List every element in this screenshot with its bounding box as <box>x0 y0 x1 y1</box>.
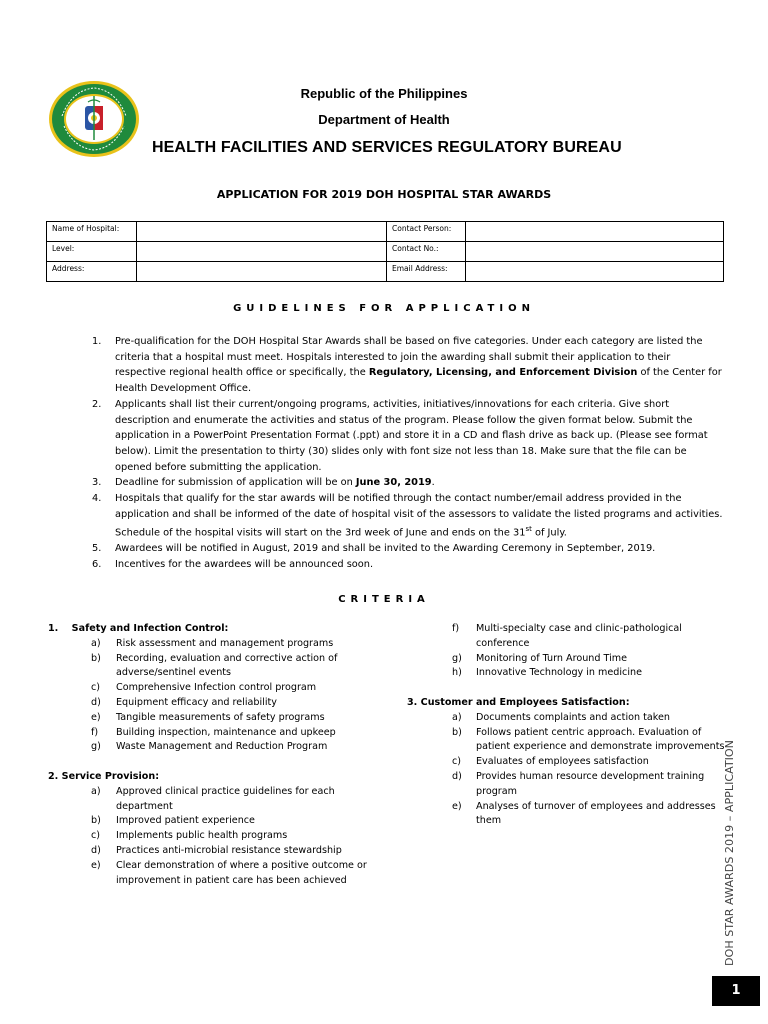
guideline-text: Awardees will be notified in August, 2019 and shall be invited to the Awarding Ceremony in September, 2019. <box>115 543 656 555</box>
category-service-continued-list <box>405 622 725 681</box>
criteria-left-column <box>46 622 376 888</box>
criteria-item-text: Risk assessment and management programs <box>116 637 334 649</box>
category-safety-list <box>46 637 376 755</box>
criteria-item-letter: c) <box>91 830 101 842</box>
criteria-item <box>46 814 376 829</box>
criteria-item <box>46 652 376 682</box>
side-footer-text: DOH STAR AWARDS 2019 – APPLICATION <box>724 752 736 966</box>
criteria-item-text: Implements public health programs <box>116 830 288 842</box>
application-title: APPLICATION FOR 2019 DOH HOSPITAL STAR AWARDS <box>216 188 552 201</box>
header-bureau: HEALTH FACILITIES AND SERVICES REGULATORY BUREAU <box>152 139 622 156</box>
criteria-item-text: Monitoring of Turn Around Time <box>476 652 627 664</box>
criteria-item-letter: e) <box>452 800 462 812</box>
deadline-date: June 30, 2019 <box>355 477 432 489</box>
criteria-item-letter: h) <box>452 667 462 679</box>
guideline-number: 3. <box>92 477 102 489</box>
contact-no-field[interactable] <box>466 242 724 262</box>
criteria-item-letter: g) <box>91 741 101 753</box>
level-label: Level: <box>47 242 137 262</box>
criteria-item <box>405 711 725 726</box>
form-row <box>47 262 724 282</box>
criteria-item <box>405 652 725 667</box>
criteria-item-letter: c) <box>91 682 101 694</box>
criteria-item <box>405 800 725 830</box>
criteria-item <box>405 770 725 800</box>
criteria-item <box>46 844 376 859</box>
criteria-item-text: Clear demonstration of where a positive outcome or improvement in patient care has been achieved <box>116 859 367 886</box>
criteria-item-letter: e) <box>91 859 101 871</box>
guideline-number: 1. <box>92 336 102 347</box>
guideline-item <box>90 475 724 491</box>
criteria-item-text: Multi-specialty case and clinic-pathological conference <box>476 623 682 649</box>
guideline-number: 4. <box>92 493 102 505</box>
side-footer-label <box>716 740 740 968</box>
criteria-heading: CRITERIA <box>338 594 430 605</box>
criteria-item-letter: e) <box>91 711 101 723</box>
criteria-item-text: Innovative Technology in medicine <box>476 667 642 679</box>
guideline-item <box>90 541 724 557</box>
guideline-text-end: of the Center for Health Development Office. <box>115 367 722 395</box>
guidelines-list <box>90 334 724 573</box>
contact-person-label: Contact Person: <box>387 222 466 242</box>
category-safety-title: 1. Safety and Infection Control: <box>48 623 229 634</box>
guideline-text: Pre-qualification for the DOH Hospital Star Awards shall be based on five categories. Under each category are listed the criteria that a hospital must meet. Hospitals interested to join the awarding shall submit their application to their respective regional health office or specifically, the <box>115 336 703 379</box>
name-of-hospital-field[interactable] <box>137 222 387 242</box>
criteria-item <box>46 829 376 844</box>
criteria-item-letter: f) <box>91 726 99 738</box>
criteria-item-letter: c) <box>452 756 462 768</box>
ordinal-suffix: st <box>525 525 532 534</box>
criteria-item-text: Provides human resource development training program <box>476 770 705 797</box>
guideline-number: 6. <box>92 559 102 571</box>
criteria-item <box>46 681 376 696</box>
criteria-item <box>46 696 376 711</box>
criteria-item-text: Analyses of turnover of employees and addresses them <box>476 800 716 827</box>
criteria-item <box>46 637 376 652</box>
criteria-item-letter: g) <box>452 652 462 664</box>
criteria-item-letter: d) <box>452 770 462 782</box>
criteria-item-letter: f) <box>452 623 460 634</box>
criteria-right-column <box>405 622 725 829</box>
criteria-item-text: Documents complaints and action taken <box>476 711 670 723</box>
criteria-item-letter: a) <box>91 637 101 649</box>
criteria-item-letter: b) <box>91 652 101 664</box>
criteria-item <box>46 785 376 815</box>
email-address-field[interactable] <box>466 262 724 282</box>
guideline-text: Hospitals that qualify for the star awards will be notified through the contact number/email address provided in the application and shall be informed of the date of hospital visit of the assessors to validate the listed programs and activities. Schedule of the hospital visits will start on the 3rd week of June and ends on the 31 <box>115 493 723 539</box>
address-field[interactable] <box>137 262 387 282</box>
criteria-item-text: Waste Management and Reduction Program <box>116 741 328 753</box>
category-service-title: 2. Service Provision: <box>48 770 160 782</box>
contact-no-label: Contact No.: <box>387 242 466 262</box>
criteria-item-text: Follows patient centric approach. Evaluation of patient experience and demonstrate improvements <box>476 726 725 753</box>
criteria-item-text: Comprehensive Infection control program <box>116 682 317 694</box>
guideline-item <box>90 557 724 573</box>
criteria-item-letter: d) <box>91 696 101 708</box>
category-service-list <box>46 785 376 889</box>
criteria-item <box>46 711 376 726</box>
criteria-item-letter: d) <box>91 844 101 856</box>
criteria-item-text: Equipment efficacy and reliability <box>116 696 277 708</box>
level-field[interactable] <box>137 242 387 262</box>
criteria-item-letter: b) <box>452 726 462 738</box>
guideline-text-end: of July. <box>531 527 567 539</box>
guideline-text-end: . <box>431 477 435 489</box>
criteria-item-letter: b) <box>91 815 101 827</box>
guideline-item <box>90 334 724 397</box>
criteria-item-text: Evaluates of employees satisfaction <box>476 756 649 768</box>
guideline-item <box>90 491 724 541</box>
guideline-text: Applicants shall list their current/ongoing programs, activities, initiatives/innovations for each criteria. Give short description and enumerate the activities and status of the program. Please follow the given format below. Submit the application in a PowerPoint Presentation Format (.ppt) and store it in a CD and flash drive as back up. (Please see format below). Limit the presentation to thirty (30) slides only with font size not less than 18. Make sure that the file can be opened before submitting the application. <box>115 398 708 473</box>
criteria-item <box>405 666 725 681</box>
guidelines-heading: GUIDELINES FOR APPLICATION <box>233 303 535 314</box>
criteria-item <box>46 740 376 755</box>
email-address-label: Email Address: <box>387 262 466 282</box>
guideline-text: Deadline for submission of application will be on <box>115 477 356 489</box>
guideline-text: Incentives for the awardees will be announced soon. <box>115 559 374 571</box>
criteria-item-text: Tangible measurements of safety programs <box>116 711 325 723</box>
criteria-item-letter: a) <box>91 785 101 797</box>
criteria-item <box>405 726 725 756</box>
criteria-item-text: Practices anti-microbial resistance stewardship <box>116 844 342 856</box>
criteria-item-text: Improved patient experience <box>116 815 255 827</box>
header-country: Republic of the Philippines <box>300 86 468 101</box>
criteria-item <box>405 622 725 652</box>
form-row <box>47 242 724 262</box>
guideline-number: 2. <box>92 398 102 410</box>
criteria-item <box>46 726 376 741</box>
contact-person-field[interactable] <box>466 222 724 242</box>
name-of-hospital-label: Name of Hospital: <box>47 222 137 242</box>
criteria-item <box>405 755 725 770</box>
address-label: Address: <box>47 262 137 282</box>
criteria-item-text: Approved clinical practice guidelines for each department <box>116 785 335 812</box>
page-number: 1 <box>712 976 760 1006</box>
category-satisfaction-list <box>405 711 725 829</box>
criteria-item-letter: a) <box>452 711 462 723</box>
category-satisfaction-title: 3. Customer and Employees Satisfaction: <box>407 696 630 708</box>
guideline-emphasis: Regulatory, Licensing, and Enforcement Division <box>368 367 638 379</box>
guideline-item <box>90 397 724 476</box>
criteria-item <box>46 859 376 889</box>
criteria-item-text: Recording, evaluation and corrective action of adverse/sentinel events <box>116 652 338 679</box>
criteria-item-text: Building inspection, maintenance and upkeep <box>116 726 336 738</box>
application-form-table <box>46 221 724 282</box>
form-row <box>47 222 724 242</box>
guideline-number: 5. <box>92 543 102 555</box>
header-department: Department of Health <box>318 112 450 127</box>
